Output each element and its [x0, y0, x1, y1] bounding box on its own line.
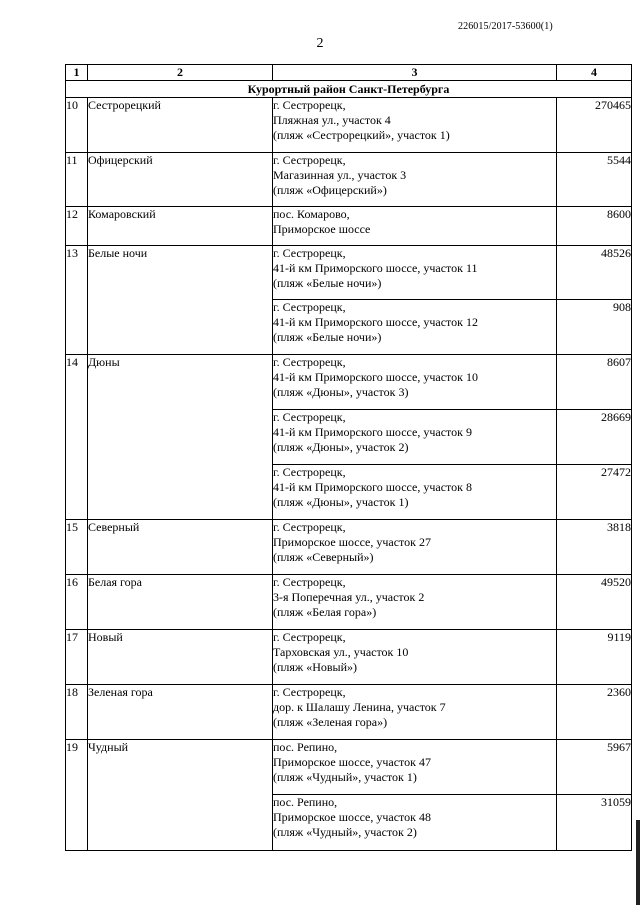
table-row: [66, 355, 632, 410]
address-line: (пляж «Зеленая гора»): [273, 715, 388, 729]
address-line: Магазинная ул., участок 3: [273, 168, 407, 182]
row-number: 16: [66, 575, 88, 630]
area-value: 908: [557, 300, 632, 355]
area-value: 9119: [557, 630, 632, 685]
table-row: [66, 246, 632, 300]
row-number: 14: [66, 355, 88, 520]
area-value: 2360: [557, 685, 632, 740]
address-line: Тарховская ул., участок 10: [273, 645, 409, 659]
row-number: 11: [66, 153, 88, 207]
area-value: 3818: [557, 520, 632, 575]
address-line: Пляжная ул., участок 4: [273, 113, 391, 127]
area-value: 5967: [557, 740, 632, 795]
row-number: 19: [66, 740, 88, 851]
area-value: 48526: [557, 246, 632, 300]
beach-name: Комаровский: [88, 207, 273, 246]
table-row: [66, 98, 632, 153]
area-value: 27472: [557, 465, 632, 520]
beach-address: [273, 740, 557, 795]
area-value: 5544: [557, 153, 632, 207]
address-line: 41-й км Приморского шоссе, участок 10: [273, 370, 478, 384]
beach-name: Белая гора: [88, 575, 273, 630]
address-line: (пляж «Белые ночи»): [273, 276, 382, 290]
row-number: 12: [66, 207, 88, 246]
address-line: (пляж «Дюны», участок 3): [273, 385, 409, 399]
beach-name: Дюны: [88, 355, 273, 520]
beach-address: [273, 795, 557, 851]
beach-name: Чудный: [88, 740, 273, 851]
address-line: г. Сестрорецк,: [273, 98, 346, 112]
beach-address: [273, 355, 557, 410]
address-line: Приморское шоссе, участок 48: [273, 810, 431, 824]
address-line: дор. к Шалашу Ленина, участок 7: [273, 700, 446, 714]
beach-address: [273, 465, 557, 520]
area-value: 49520: [557, 575, 632, 630]
beach-address: [273, 153, 557, 207]
row-number: 18: [66, 685, 88, 740]
address-line: (пляж «Чудный», участок 2): [273, 825, 417, 839]
address-line: Приморское шоссе: [273, 222, 371, 236]
address-line: (пляж «Белые ночи»): [273, 330, 382, 344]
table-row: [66, 740, 632, 795]
address-line: г. Сестрорецк,: [273, 575, 346, 589]
address-line: пос. Комарово,: [273, 207, 350, 221]
address-line: г. Сестрорецк,: [273, 630, 346, 644]
beach-address: [273, 685, 557, 740]
table-row: [66, 685, 632, 740]
beach-name: Зеленая гора: [88, 685, 273, 740]
beach-name: Белые ночи: [88, 246, 273, 355]
beach-address: [273, 520, 557, 575]
row-number: 17: [66, 630, 88, 685]
address-line: г. Сестрорецк,: [273, 685, 346, 699]
document-number: 226015/2017-53600(1): [458, 21, 553, 32]
beach-name: Офицерский: [88, 153, 273, 207]
beach-address: [273, 207, 557, 246]
address-line: (пляж «Дюны», участок 2): [273, 440, 409, 454]
beach-address: [273, 630, 557, 685]
row-number: 10: [66, 98, 88, 153]
table-row: [66, 207, 632, 246]
address-line: Приморское шоссе, участок 47: [273, 755, 431, 769]
beach-address: [273, 98, 557, 153]
address-line: Приморское шоссе, участок 27: [273, 535, 431, 549]
beach-name: Северный: [88, 520, 273, 575]
address-line: 41-й км Приморского шоссе, участок 8: [273, 480, 472, 494]
address-line: г. Сестрорецк,: [273, 520, 346, 534]
address-line: 41-й км Приморского шоссе, участок 9: [273, 425, 472, 439]
page-number: 2: [316, 36, 324, 51]
beach-address: [273, 410, 557, 465]
column-header: 2: [88, 65, 273, 81]
area-value: 28669: [557, 410, 632, 465]
address-line: 41-й км Приморского шоссе, участок 11: [273, 261, 478, 275]
address-line: (пляж «Чудный», участок 1): [273, 770, 417, 784]
table-row: [66, 520, 632, 575]
column-header: 3: [273, 65, 557, 81]
address-line: 41-й км Приморского шоссе, участок 12: [273, 315, 478, 329]
beaches-table: [65, 64, 632, 851]
address-line: (пляж «Сестрорецкий», участок 1): [273, 128, 450, 142]
address-line: г. Сестрорецк,: [273, 153, 346, 167]
address-line: (пляж «Белая гора»): [273, 605, 377, 619]
beach-address: [273, 246, 557, 300]
address-line: г. Сестрорецк,: [273, 410, 346, 424]
beach-name: Сестрорецкий: [88, 98, 273, 153]
column-header: 1: [66, 65, 88, 81]
address-line: пос. Репино,: [273, 740, 338, 754]
address-line: г. Сестрорецк,: [273, 465, 346, 479]
address-line: (пляж «Дюны», участок 1): [273, 495, 409, 509]
area-value: 8607: [557, 355, 632, 410]
column-header: 4: [557, 65, 632, 81]
region-row: [66, 81, 632, 98]
scan-edge-mark: [636, 820, 640, 905]
address-line: (пляж «Офицерский»): [273, 183, 387, 197]
address-line: г. Сестрорецк,: [273, 355, 346, 369]
address-line: (пляж «Новый»): [273, 660, 358, 674]
column-number-row: [66, 65, 632, 81]
area-value: 31059: [557, 795, 632, 851]
row-number: 15: [66, 520, 88, 575]
table-body: [66, 81, 632, 851]
area-value: 8600: [557, 207, 632, 246]
address-line: (пляж «Северный»): [273, 550, 374, 564]
region-heading: Курортный район Санкт-Петербурга: [66, 81, 632, 98]
beach-name: Новый: [88, 630, 273, 685]
beach-address: [273, 300, 557, 355]
table-row: [66, 575, 632, 630]
address-line: г. Сестрорецк,: [273, 246, 346, 260]
table-row: [66, 630, 632, 685]
table-row: [66, 153, 632, 207]
address-line: пос. Репино,: [273, 795, 338, 809]
address-line: г. Сестрорецк,: [273, 300, 346, 314]
beach-address: [273, 575, 557, 630]
area-value: 270465: [557, 98, 632, 153]
row-number: 13: [66, 246, 88, 355]
address-line: 3-я Поперечная ул., участок 2: [273, 590, 425, 604]
